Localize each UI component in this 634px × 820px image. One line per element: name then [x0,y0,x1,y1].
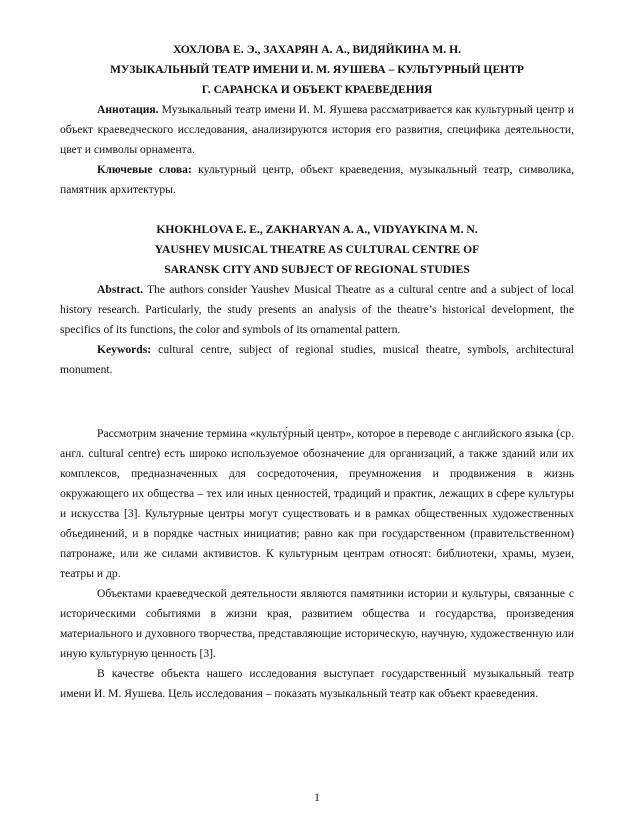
en-keywords [60,340,574,380]
en-title-line-1: YAUSHEV MUSICAL THEATRE AS CULTURAL CENTRE OF [154,243,480,256]
ru-abstract [60,100,574,160]
ru-keywords-label: Ключевые слова: [97,163,192,176]
body-paragraph: Рассмотрим значение термина «культу́рный центр», которое в переводе с английского языка (ср. англ. cultural centre) есть широко используемое обозначение для организаций, а также зданий или их комплексов, предназначенных для сосредоточения, преумножения и продвижения в жизнь окружающего их общества – тех или иных ценностей, традиций и практик, лежащих в сфере культуры и искусства [3]. Культурные центры могут существовать и в рамках общественных художественных объединений, и в порядке частных инициатив; равно как при государственном (правительственном) патронаже, или же силами активистов. К культурным центрам относят: библиотеки, храмы, музеи, театры и др. [60,427,574,580]
body-paragraph: Объектами краеведческой деятельности являются памятники истории и культуры, связанные с историческими событиями в жизни края, развитием общества и государства, произведения материального и духовного творчества, представляющие историческую, научную, художественную или иную культурную ценность [3]. [60,587,574,660]
ru-keywords [60,160,574,200]
section-spacer [60,404,574,424]
en-keywords-label: Keywords: [97,343,152,356]
section-spacer [60,380,574,404]
en-abstract-label: Abstract. [97,283,144,296]
en-keywords-text: cultural centre, subject of regional studies, musical theatre, symbols, architectural monument. [60,343,574,376]
ru-title-line-2: Г. САРАНСКА И ОБЪЕКТ КРАЕВЕДЕНИЯ [201,83,433,96]
section-spacer [60,200,574,220]
paper-page [60,40,574,704]
body-paragraph: В качестве объекта нашего исследования выступает государственный музыкальный театр имени И. М. Яушева. Цель исследования – показать музыкальный театр как объект краеведения. [60,667,574,700]
en-authors: KHOKHLOVA E. E., ZAKHARYAN A. A., VIDYAYKINA M. N. [156,223,478,236]
en-abstract-text: The authors consider Yaushev Musical Theatre as a cultural centre and a subject of local history research. Particularly, the study presents an analysis of the theatre’s historical development, the specifics of its functions, the color and symbols of its ornamental pattern. [60,283,574,336]
ru-abstract-label: Аннотация. [97,103,159,116]
ru-abstract-text: Музыкальный театр имени И. М. Яушева рассматривается как культурный центр и объект краеведческого исследования, анализируются история его развития, специфика деятельности, цвет и символы орнамента. [60,103,574,156]
ru-authors: ХОХЛОВА Е. Э., ЗАХАРЯН А. А., ВИДЯЙКИНА М. Н. [172,43,462,56]
en-title-line-2: SARANSK CITY AND SUBJECT OF REGIONAL STUDIES [164,263,470,276]
ru-title-line-1: МУЗЫКАЛЬНЫЙ ТЕАТР ИМЕНИ И. М. ЯУШЕВА – КУЛЬТУРНЫЙ ЦЕНТР [109,63,525,76]
ru-keywords-text: культурный центр, объект краеведения, музыкальный театр, символика, памятник архитектуры. [60,163,574,196]
page-number: 1 [314,791,320,804]
en-abstract [60,280,574,340]
